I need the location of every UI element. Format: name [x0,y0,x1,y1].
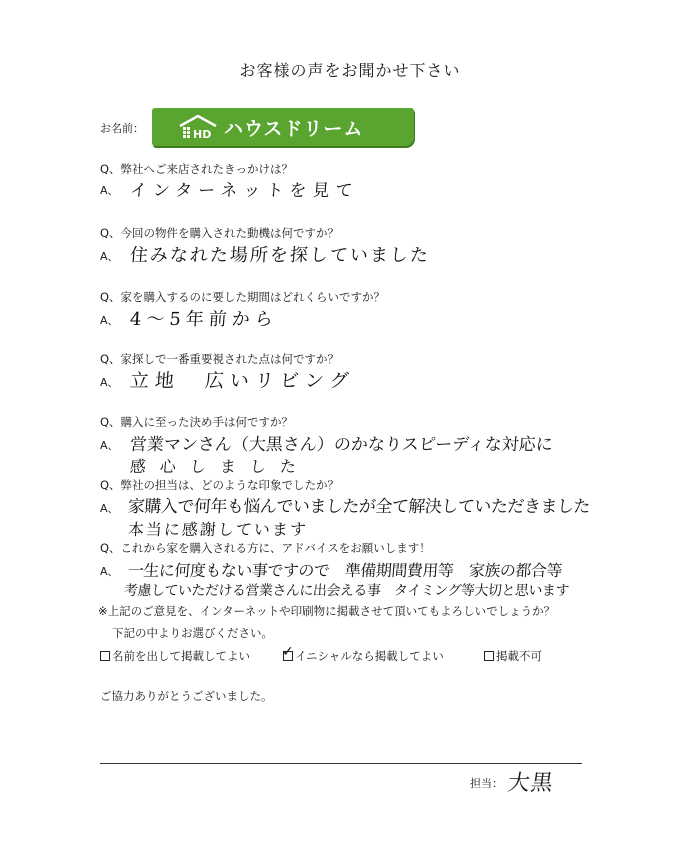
page-title: お客様の声をお聞かせ下さい [239,61,461,80]
option-name-ok[interactable]: 名前を出して掲載してよい [100,648,250,664]
question-7: Q、これから家を購入される方に、アドバイスをお願いします！ [100,541,431,555]
answer-label-7: A、 [100,565,119,578]
question-3: Q、家を購入するのに要した期間はどれくらいですか？ [100,290,386,304]
logo-text: ハウスドリーム [224,117,364,140]
answer-7-line-1: 一生に何度もない事ですので 準備期間費用等 家族の都合等 [127,561,563,580]
checkbox-empty-icon[interactable] [484,651,494,661]
answer-3: 4～5年前から [129,309,279,330]
publication-instruction: 下記の中よりお選びください。 [112,626,273,640]
answer-label-2: A、 [100,250,119,263]
svg-text:HD: HD [193,128,212,140]
answer-label-1: A、 [100,184,119,197]
answer-6-line-1: 家購入で何年も悩んでいましたが全て解決していただきました [127,497,591,517]
checkbox-checked-icon[interactable]: ✓ [282,644,294,660]
answer-4: 立地 広いリビング [129,370,356,392]
question-4: Q、家探しで一番重要視された点は何ですか？ [100,352,340,366]
option-not-allowed[interactable]: 掲載不可 [484,648,542,664]
question-2: Q、今回の物件を購入された動機は何ですか？ [100,226,340,240]
option-initials-ok[interactable]: ✓ イニシャルなら掲載してよい [282,644,444,663]
answer-label-5: A、 [100,439,119,452]
question-6: Q、弊社の担当は、どのような印象でしたか？ [100,478,340,492]
checkbox-empty-icon[interactable] [100,651,110,661]
question-5: Q、購入に至った決め手は何ですか？ [100,415,294,429]
staff-signature: 大黒 [505,771,556,796]
answer-7-line-2: 考慮していただける営業さんに出会える事 タイミング等大切と思います [123,583,570,599]
answer-label-6: A、 [100,502,119,515]
answer-label-3: A、 [100,314,119,327]
answer-label-4: A、 [100,376,119,389]
thanks-message: ご協力ありがとうございました。 [100,689,273,703]
answer-5-line-1: 営業マンさん（大黒さん）のかなりスピーディな対応に [129,435,554,455]
answer-1: インターネットを見て [129,181,360,201]
signature-line [100,763,582,764]
staff-label: 担当： [470,777,503,790]
publication-note: ※上記のご意見を、インターネットや印刷物に掲載させて頂いてもよろしいでしょうか？ [98,604,556,618]
company-logo [152,108,414,146]
name-label: お名前： [100,122,144,135]
answer-6-line-2: 本当に感謝しています [127,520,309,539]
answer-2: 住みなれた場所を探していました [129,245,431,266]
question-1: Q、弊社へご来店されたきっかけは？ [100,162,294,176]
answer-5-line-2: 感心しました [129,457,311,476]
house-logo-icon [178,114,218,140]
